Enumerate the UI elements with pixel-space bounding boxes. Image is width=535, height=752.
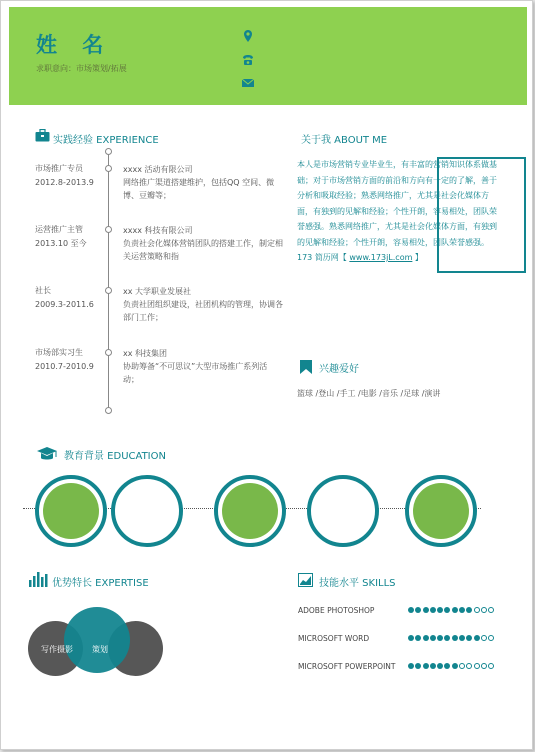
skill-dot-empty xyxy=(466,663,472,669)
education-ring-empty xyxy=(307,475,379,547)
skill-dot-filled xyxy=(466,607,472,613)
about-text xyxy=(297,157,503,266)
skill-dot-empty xyxy=(481,663,487,669)
timeline-dot xyxy=(105,226,112,233)
skill-rating xyxy=(408,635,494,641)
skill-dot-filled xyxy=(444,663,450,669)
experience-desc: 协助筹备“不可思议”大型市场推广系列活动； xyxy=(123,362,268,384)
hobbies-title: 兴趣爱好 xyxy=(319,364,359,375)
experience-period: 2010.7-2010.9 xyxy=(35,362,94,371)
experience-desc: 负责社会化媒体营销团队的搭建工作，制定相关运营策略和指 xyxy=(123,239,283,261)
name-title: 姓 名 xyxy=(36,33,113,57)
skill-dot-filled xyxy=(452,607,458,613)
experience-company: xxxx 活动有限公司 xyxy=(123,165,193,174)
expertise-label: 策划 xyxy=(92,645,108,654)
ring-fill xyxy=(43,483,99,539)
skill-name: ADOBE PHOTOSHOP xyxy=(298,606,375,615)
skills-title: 技能水平 SKILLS xyxy=(319,578,396,589)
hobbies-list: 篮球 /登山 /手工 /电影 /音乐 /足球 /演讲 xyxy=(297,389,441,398)
skill-dot-filled xyxy=(466,635,472,641)
skill-dot-filled xyxy=(437,635,443,641)
briefcase-icon xyxy=(35,129,50,142)
skill-dot-filled xyxy=(423,663,429,669)
skill-dot-empty xyxy=(481,635,487,641)
skill-dot-empty xyxy=(474,663,480,669)
skill-dot-filled xyxy=(408,607,414,613)
experience-role: 市场推广专员 xyxy=(35,164,83,173)
skill-dot-empty xyxy=(474,607,480,613)
experience-title: 实践经验 EXPERIENCE xyxy=(53,135,159,146)
experience-detail xyxy=(123,163,283,202)
experience-period: 2013.10 至今 xyxy=(35,239,87,248)
skill-dot-filled xyxy=(452,635,458,641)
about-body: 本人是市场营销专业毕业生，有丰富的营销知识体系做基础；对于市场营销方面的前沿和方向有一定的了解，善于分析和吸取经验；熟悉网络推广，尤其是社会化媒体方面，有独到的见解和经验；个性开朗，容易相处，团队荣誉感强。熟悉网络推广，尤其是社会化媒体方面，有独到的见解和经验；个性开朗，容易相处，团队荣誉感强。173 简历网【 xyxy=(297,160,497,262)
timeline-dot xyxy=(105,407,112,414)
experience-company: xx 科技集团 xyxy=(123,349,168,358)
skill-dot-empty xyxy=(488,635,494,641)
experience-role-period xyxy=(35,162,94,190)
skill-dot-filled xyxy=(437,663,443,669)
about-title: 关于我 ABOUT ME xyxy=(301,135,388,146)
skill-dot-filled xyxy=(437,607,443,613)
experience-role: 市场部实习生 xyxy=(35,348,83,357)
timeline-dot xyxy=(105,287,112,294)
expertise-circle-center xyxy=(64,607,130,673)
skill-rating xyxy=(408,663,494,669)
education-ring-filled xyxy=(405,475,477,547)
timeline-dot xyxy=(105,349,112,356)
location-pin-icon xyxy=(241,29,255,43)
ring-fill xyxy=(222,483,278,539)
timeline-line xyxy=(108,152,109,411)
timeline-dot xyxy=(105,148,112,155)
experience-desc: 网络推广渠道搭建维护，包括QQ 空间、微博、豆瓣等； xyxy=(123,178,275,200)
line-chart-icon xyxy=(298,573,313,587)
skill-dot-empty xyxy=(459,663,465,669)
skill-dot-filled xyxy=(430,663,436,669)
experience-role-period xyxy=(35,346,94,374)
expertise-title: 优势特长 EXPERTISE xyxy=(52,578,149,589)
experience-role: 运营推广主管 xyxy=(35,225,83,234)
skill-dot-filled xyxy=(459,607,465,613)
expertise-label: 写作摄影 xyxy=(41,645,73,654)
ring-fill xyxy=(413,483,469,539)
skill-dot-filled xyxy=(408,635,414,641)
mail-icon xyxy=(241,76,255,90)
skill-dot-empty xyxy=(488,607,494,613)
education-ring-filled xyxy=(214,475,286,547)
skill-name: MICROSOFT POWERPOINT xyxy=(298,662,396,671)
skill-rating xyxy=(408,607,494,613)
skill-dot-filled xyxy=(408,663,414,669)
skill-dot-filled xyxy=(423,635,429,641)
education-ring-filled xyxy=(35,475,107,547)
skill-dot-filled xyxy=(452,663,458,669)
website-link[interactable]: www.173jL.com xyxy=(349,253,413,262)
bar-chart-icon xyxy=(29,571,48,587)
skill-name: MICROSOFT WORD xyxy=(298,634,370,643)
skill-dot-filled xyxy=(415,663,421,669)
skill-dot-filled xyxy=(459,635,465,641)
header-banner xyxy=(9,7,527,105)
bookmark-icon xyxy=(300,360,312,374)
skill-dot-filled xyxy=(474,635,480,641)
experience-role-period xyxy=(35,284,94,312)
skill-dot-empty xyxy=(481,607,487,613)
skill-dot-filled xyxy=(444,635,450,641)
skill-dot-filled xyxy=(415,607,421,613)
experience-period: 2012.8-2013.9 xyxy=(35,178,94,187)
education-title: 教育背景 EDUCATION xyxy=(64,451,166,462)
skill-dot-filled xyxy=(430,635,436,641)
experience-role: 社长 xyxy=(35,286,51,295)
experience-period: 2009.3-2011.6 xyxy=(35,300,94,309)
experience-company: xx 大学职业发展社 xyxy=(123,287,192,296)
experience-detail xyxy=(123,285,283,324)
skill-dot-filled xyxy=(415,635,421,641)
experience-detail xyxy=(123,224,283,263)
education-ring-empty xyxy=(111,475,183,547)
phone-icon xyxy=(241,53,255,67)
timeline-dot xyxy=(105,165,112,172)
experience-detail xyxy=(123,347,283,386)
experience-company: xxxx 科技有限公司 xyxy=(123,226,193,235)
skill-dot-filled xyxy=(444,607,450,613)
skill-dot-filled xyxy=(430,607,436,613)
about-bracket: 】 xyxy=(414,253,423,262)
job-intent: 求职意向：市场策划/拓展 xyxy=(36,64,127,73)
skill-dot-filled xyxy=(423,607,429,613)
graduation-cap-icon xyxy=(36,446,58,462)
skill-dot-empty xyxy=(488,663,494,669)
experience-desc: 负责社团组织建设，社团机构的管理，协调各部门工作； xyxy=(123,300,283,322)
experience-role-period xyxy=(35,223,87,251)
